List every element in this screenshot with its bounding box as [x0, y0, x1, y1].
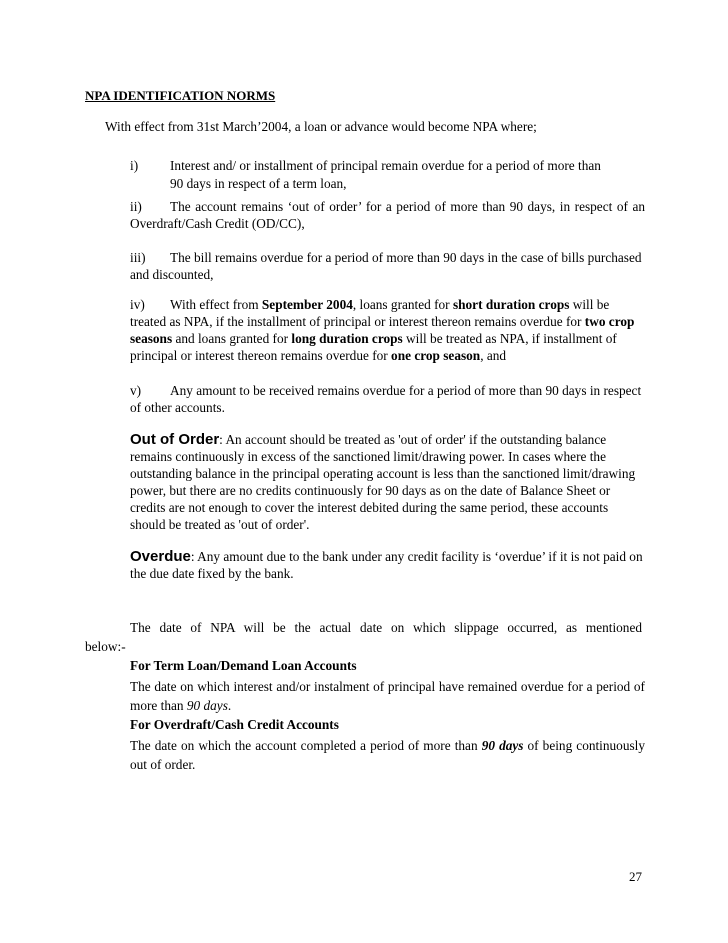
list-number: i) — [130, 158, 139, 173]
list-number: iv) — [130, 297, 145, 312]
term-loan-days: 90 days — [186, 698, 228, 713]
list-item-v — [130, 382, 645, 416]
intro-text: With effect from 31st March’2004, a loan or advance would become NPA where; — [105, 119, 537, 134]
out-of-order-paragraph — [130, 431, 645, 533]
list-text: will be treated as NPA, if the installment of principal or interest thereon remains overdue for — [130, 297, 610, 329]
list-item-i-cont: 90 days in respect of a term loan, — [170, 176, 347, 191]
list-item-ii — [130, 198, 645, 232]
emphasis: September 2004 — [261, 297, 353, 312]
out-of-order-text: : An account should be treated as 'out of order' if the outstanding balance remains continuously in excess of the sanctioned limit/drawing power. In cases where the outstanding balance in the principal operating account is less than the sanctioned limit/drawing power, but there are no credits continuously for 90 days as on the date of Balance Sheet or credits are not enough to cover the interest debited during the same period, these accounts should be treated as 'out of order'. — [130, 432, 636, 532]
overdue-term: Overdue — [130, 548, 191, 565]
emphasis: short duration crops — [452, 297, 570, 312]
list-number: iii) — [130, 250, 146, 265]
list-text: The account remains ‘out of order’ for a period of more than 90 days, in respect of an Overdraft/Cash Credit (OD/CC), — [130, 199, 645, 231]
emphasis: one crop season — [391, 348, 481, 363]
term-loan-text — [130, 677, 645, 715]
emphasis: two crop seasons — [130, 314, 635, 346]
emphasis: long duration crops — [291, 331, 403, 346]
overdraft-days: 90 days — [481, 738, 524, 753]
overdraft-body-end: of being continuously out of order. — [130, 738, 645, 772]
list-text: , and — [480, 348, 507, 363]
out-of-order-term: Out of Order — [130, 431, 220, 448]
list-text: With effect from — [170, 297, 262, 312]
overdue-text: : Any amount due to the bank under any credit facility is ‘overdue’ if it is not paid on the due date fixed by the bank. — [130, 549, 643, 581]
overdraft-heading: For Overdraft/Cash Credit Accounts — [130, 717, 339, 732]
list-text: , loans granted for — [352, 297, 453, 312]
term-loan-body: The date on which interest and/or instalment of principal have remained overdue for a period of more than — [130, 679, 645, 713]
list-text: will be treated as NPA, if installment of principal or interest thereon remains overdue for — [130, 331, 617, 363]
list-item-iv — [130, 296, 645, 364]
list-text: Any amount to be received remains overdue for a period of more than 90 days in respect of other accounts. — [130, 383, 642, 415]
overdraft-body: The date on which the account completed a period of more than — [130, 738, 482, 753]
term-loan-end: . — [227, 698, 232, 713]
overdue-paragraph — [130, 548, 645, 582]
page-number: 27 — [629, 869, 642, 884]
list-text-line1: Interest and/ or installment of principal remain overdue for a period of more than — [170, 158, 601, 173]
list-text: The bill remains overdue for a period of more than 90 days in the case of bills purchased and discounted, — [130, 250, 642, 282]
list-item-iii — [130, 249, 645, 283]
list-number: v) — [130, 383, 142, 398]
list-text: and loans granted for — [172, 331, 292, 346]
section-heading: NPA IDENTIFICATION NORMS — [85, 88, 276, 103]
npa-date-line1: The date of NPA will be the actual date on which slippage occurred, as mentioned — [130, 620, 642, 635]
term-loan-heading: For Term Loan/Demand Loan Accounts — [130, 658, 357, 673]
list-item-i — [130, 157, 645, 174]
npa-date-line2: below:- — [85, 639, 126, 654]
overdraft-text — [130, 736, 645, 774]
list-number: ii) — [130, 199, 142, 214]
